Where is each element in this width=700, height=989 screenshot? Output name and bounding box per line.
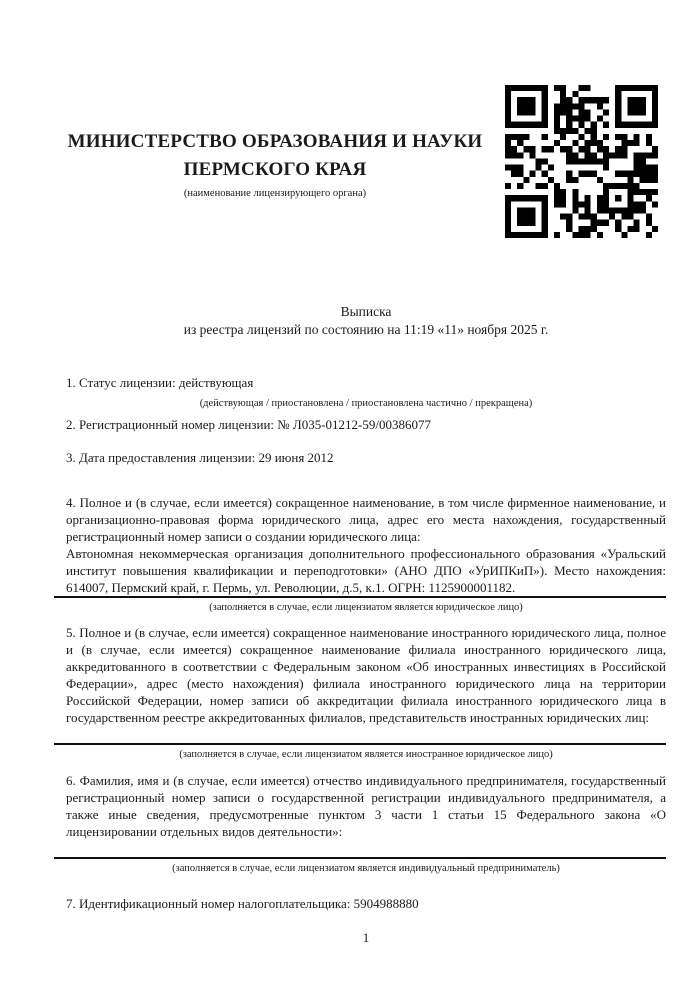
section-legal-entity-label: 4. Полное и (в случае, если имеется) сокращенное наименование, в том числе фирменное наименование, и организационно-правовая форма юридического лица, адрес его места нахождения, государственный регистрационный номер записи о создании юридического лица:: [66, 495, 666, 544]
field-taxpayer-number: 7. Идентификационный номер налогоплательщика: 5904988880: [66, 896, 419, 911]
section-legal-entity-caption: (заполняется в случае, если лицензиатом является юридическое лицо): [209, 602, 523, 613]
ministry-name-line1: МИНИСТЕРСТВО ОБРАЗОВАНИЯ И НАУКИ: [67, 131, 483, 152]
section-entrepreneur-label: 6. Фамилия, имя и (в случае, если имеется) отчество индивидуального предпринимателя, государственный регистрационный номер записи о государственной регистрации индивидуального предпринимателя, а также иные сведения, предусмотренные пунктом 3 части 1 статьи 15 Федерального закона «О лицензировании отдельных видов деятельности»:: [66, 773, 666, 839]
field-license-status-note: (действующая / приостановлена / приостановлена частично / прекращена): [199, 398, 533, 409]
field-registration-number: 2. Регистрационный номер лицензии: № Л035-01212-59/00386077: [66, 417, 432, 432]
section-foreign-entity-caption: (заполняется в случае, если лицензиатом является иностранное юридическое лицо): [179, 749, 553, 760]
document-title-line1: Выписка: [340, 304, 392, 319]
section-foreign-entity-value: [66, 726, 666, 743]
fill-in-rule: [54, 743, 666, 745]
section-entrepreneur-value: [66, 840, 666, 857]
page-number: 1: [362, 930, 370, 945]
section-entrepreneur-caption: (заполняется в случае, если лицензиатом является индивидуальный предприниматель): [172, 863, 560, 874]
qr-code: [505, 85, 658, 238]
section-legal-entity: [66, 494, 666, 615]
section-legal-entity-value: Автономная некоммерческая организация дополнительного профессионального образования «Уральский институт повышения квалификации и переподготовки» (АНО ДПО «УрИПКиП»). Место нахождения: 614007, Пермский край, г. Пермь, ул. Революции, д.5, к.1. ОГРН: 1125900001182.: [66, 546, 666, 595]
document-title: [66, 303, 666, 339]
field-license-status: 1. Статус лицензии: действующая: [66, 375, 254, 390]
ministry-caption: (наименование лицензирующего органа): [183, 188, 367, 199]
section-entrepreneur: [66, 772, 666, 876]
document-title-line2: из реестра лицензий по состоянию на 11:19 «11» ноября 2025 г.: [183, 322, 549, 337]
section-foreign-entity-label: 5. Полное и (в случае, если имеется) сокращенное наименование иностранного юридического лица, полное и (в случае, если имеется) сокращенное наименование филиала иностранного юридического лица, аккредитованного в соответствии с Федеральным законом «Об иностранных инвестициях в Российской Федерации», адрес (место нахождения) филиала иностранного юридического лица на территории Российской Федерации, номер записи об аккредитации филиала иностранного юридического лица в государственном реестре аккредитованных филиалов, представительств иностранных юридических лиц:: [66, 625, 666, 725]
section-foreign-entity: [66, 624, 666, 762]
ministry-name-line2: ПЕРМСКОГО КРАЯ: [183, 159, 367, 180]
licensing-authority-header: [66, 128, 484, 201]
fill-in-rule: [54, 857, 666, 859]
field-grant-date: 3. Дата предоставления лицензии: 29 июня 2012: [66, 450, 334, 465]
fill-in-rule: [54, 596, 666, 598]
qr-code-image: [505, 85, 658, 238]
